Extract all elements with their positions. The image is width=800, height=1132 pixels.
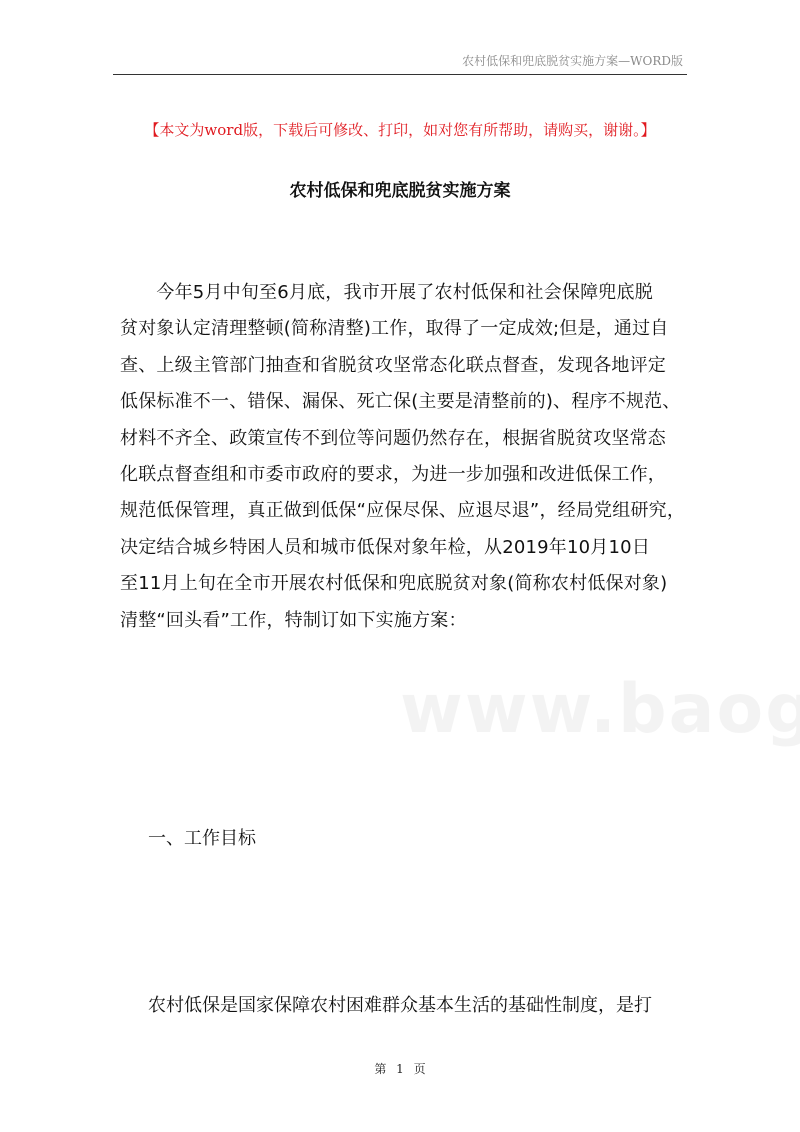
paragraph-line: 清整“回头看”工作，特制订如下实施方案： [120,609,467,631]
paragraph-line: 至11月上旬在全市开展农村低保和兜底脱贫对象(简称农村低保对象) [120,573,668,595]
paragraph-line: 今年5月中旬至6月底，我市开展了农村低保和社会保障兜底脱 [120,282,653,303]
paragraph-line: 贫对象认定清理整顿(简称清整)工作，取得了一定成效;但是，通过自 [120,318,669,340]
page-number: 1 [396,1062,404,1076]
paragraph-line: 决定结合城乡特困人员和城市低保对象年检，从2019年10月10日 [120,536,651,558]
page-prefix: 第 [374,1062,387,1076]
section-paragraph: 农村低保是国家保障农村困难群众基本生活的基础性制度，是打 [148,995,652,1016]
section-heading: 一、工作目标 [148,828,256,849]
page-suffix: 页 [413,1062,426,1076]
purchase-notice: 【本文为word版，下载后可修改、打印，如对您有所帮助，请购买，谢谢。】 [144,121,656,139]
header-divider [113,74,687,75]
document-title: 农村低保和兜底脱贫实施方案 [289,181,511,201]
page-footer [0,1060,800,1077]
paragraph-line: 材料不齐全、政策宣传不到位等问题仍然存在，根据省脱贫攻坚常态 [120,427,666,449]
paragraph-line: 规范低保管理，真正做到低保“应保尽保、应退尽退”，经局党组研究， [120,500,686,522]
paragraph-line: 查、上级主管部门抽查和省脱贫攻坚常态化联点督查，发现各地评定 [120,354,666,376]
watermark [400,670,800,749]
paragraph-line: 化联点督查组和市委市政府的要求，为进一步加强和改进低保工作， [120,463,666,485]
paragraph-line: 低保标准不一、错保、漏保、死亡保(主要是清整前的)、程序不规范、 [120,391,681,413]
intro-paragraph [120,275,688,639]
running-header: 农村低保和兜底脱贫实施方案—WORD版 [462,54,683,68]
